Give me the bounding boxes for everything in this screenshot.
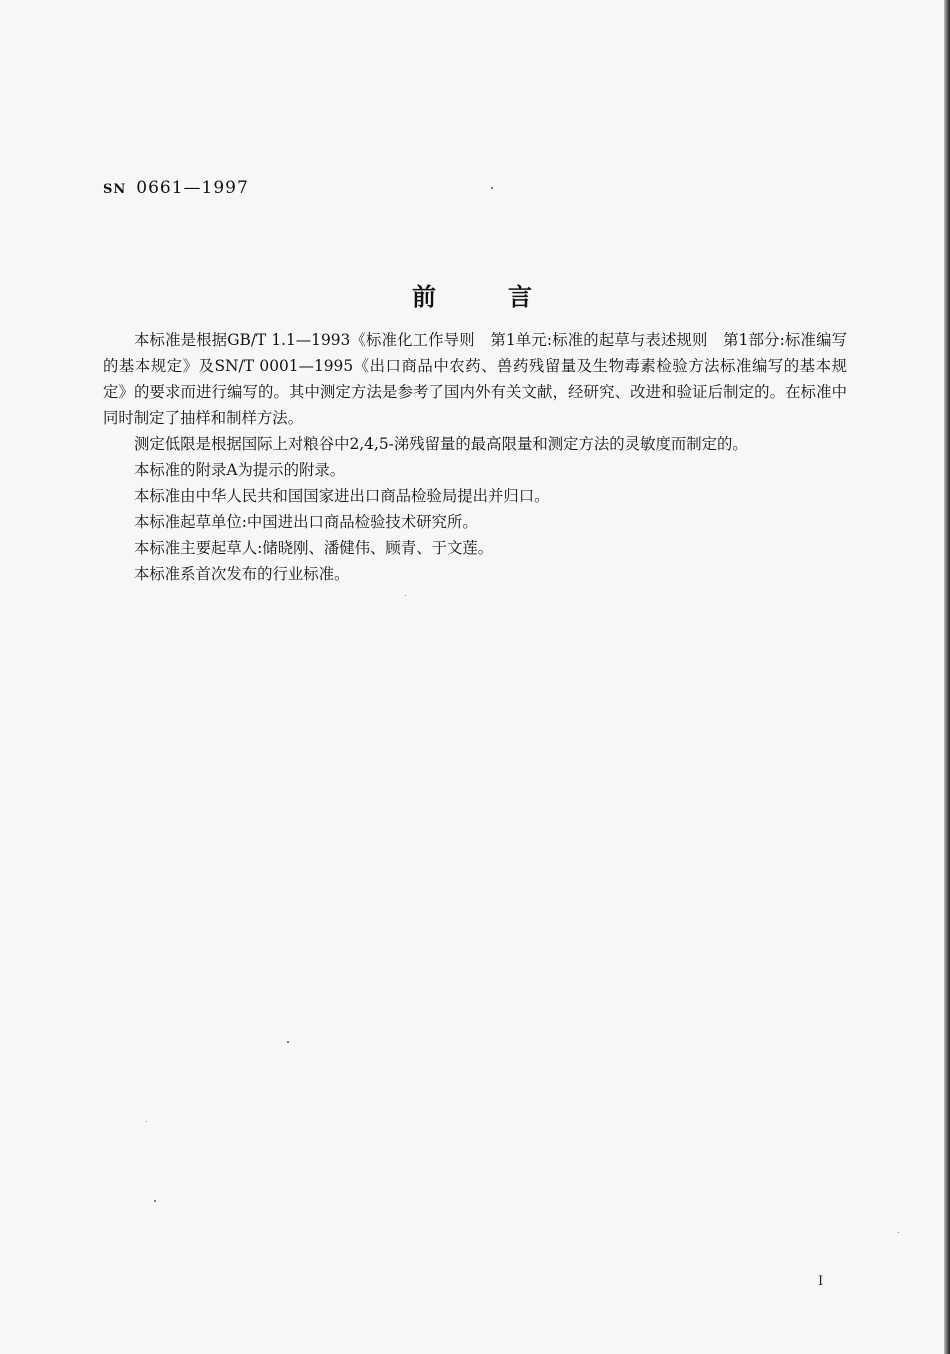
scan-speck [146,1121,147,1122]
scan-edge-shadow [944,0,950,1354]
paragraph-first-release: 本标准系首次发布的行业标准。 [134,565,350,583]
foreword-body [103,327,847,587]
scan-speck [898,1232,899,1233]
title-char-2: 言 [508,282,532,311]
paragraph-drafters: 本标准主要起草人:储晓刚、潘健伟、顾青、于文莲。 [134,539,494,557]
title-char-1: 前 [412,282,436,311]
scan-speck [154,1200,156,1202]
scan-speck [491,187,493,189]
scan-speck [405,595,406,596]
standard-code: 0661—1997 [136,178,249,198]
page-title [0,277,944,312]
standard-number [103,178,249,198]
standard-prefix: SN [103,182,127,197]
paragraph-proposer: 本标准由中华人民共和国国家进出口商品检验局提出并归口。 [134,487,550,505]
scan-speck [287,1041,289,1043]
paragraph-drafting-unit: 本标准起草单位:中国进出口商品检验技术研究所。 [134,513,478,531]
paragraph-detection-limit: 测定低限是根据国际上对粮谷中2,4,5-涕残留量的最高限量和测定方法的灵敏度而制定的。 [134,435,748,453]
paragraph-basis: 本标准是根据GB/T 1.1—1993《标准化工作导则 第1单元:标准的起草与表述规则 第1部分:标准编写的基本规定》及SN/T 0001—1995《出口商品中农药、兽药残留量及生物毒素检验方法标准编写的基本规定》的要求而进行编写的。其中测定方法是参考了国内外有关文献，经研究、改进和验证后制定的。在标准中同时制定了抽样和制样方法。 [103,331,847,427]
page-number: I [818,1274,824,1289]
paragraph-appendix: 本标准的附录A为提示的附录。 [134,461,346,479]
